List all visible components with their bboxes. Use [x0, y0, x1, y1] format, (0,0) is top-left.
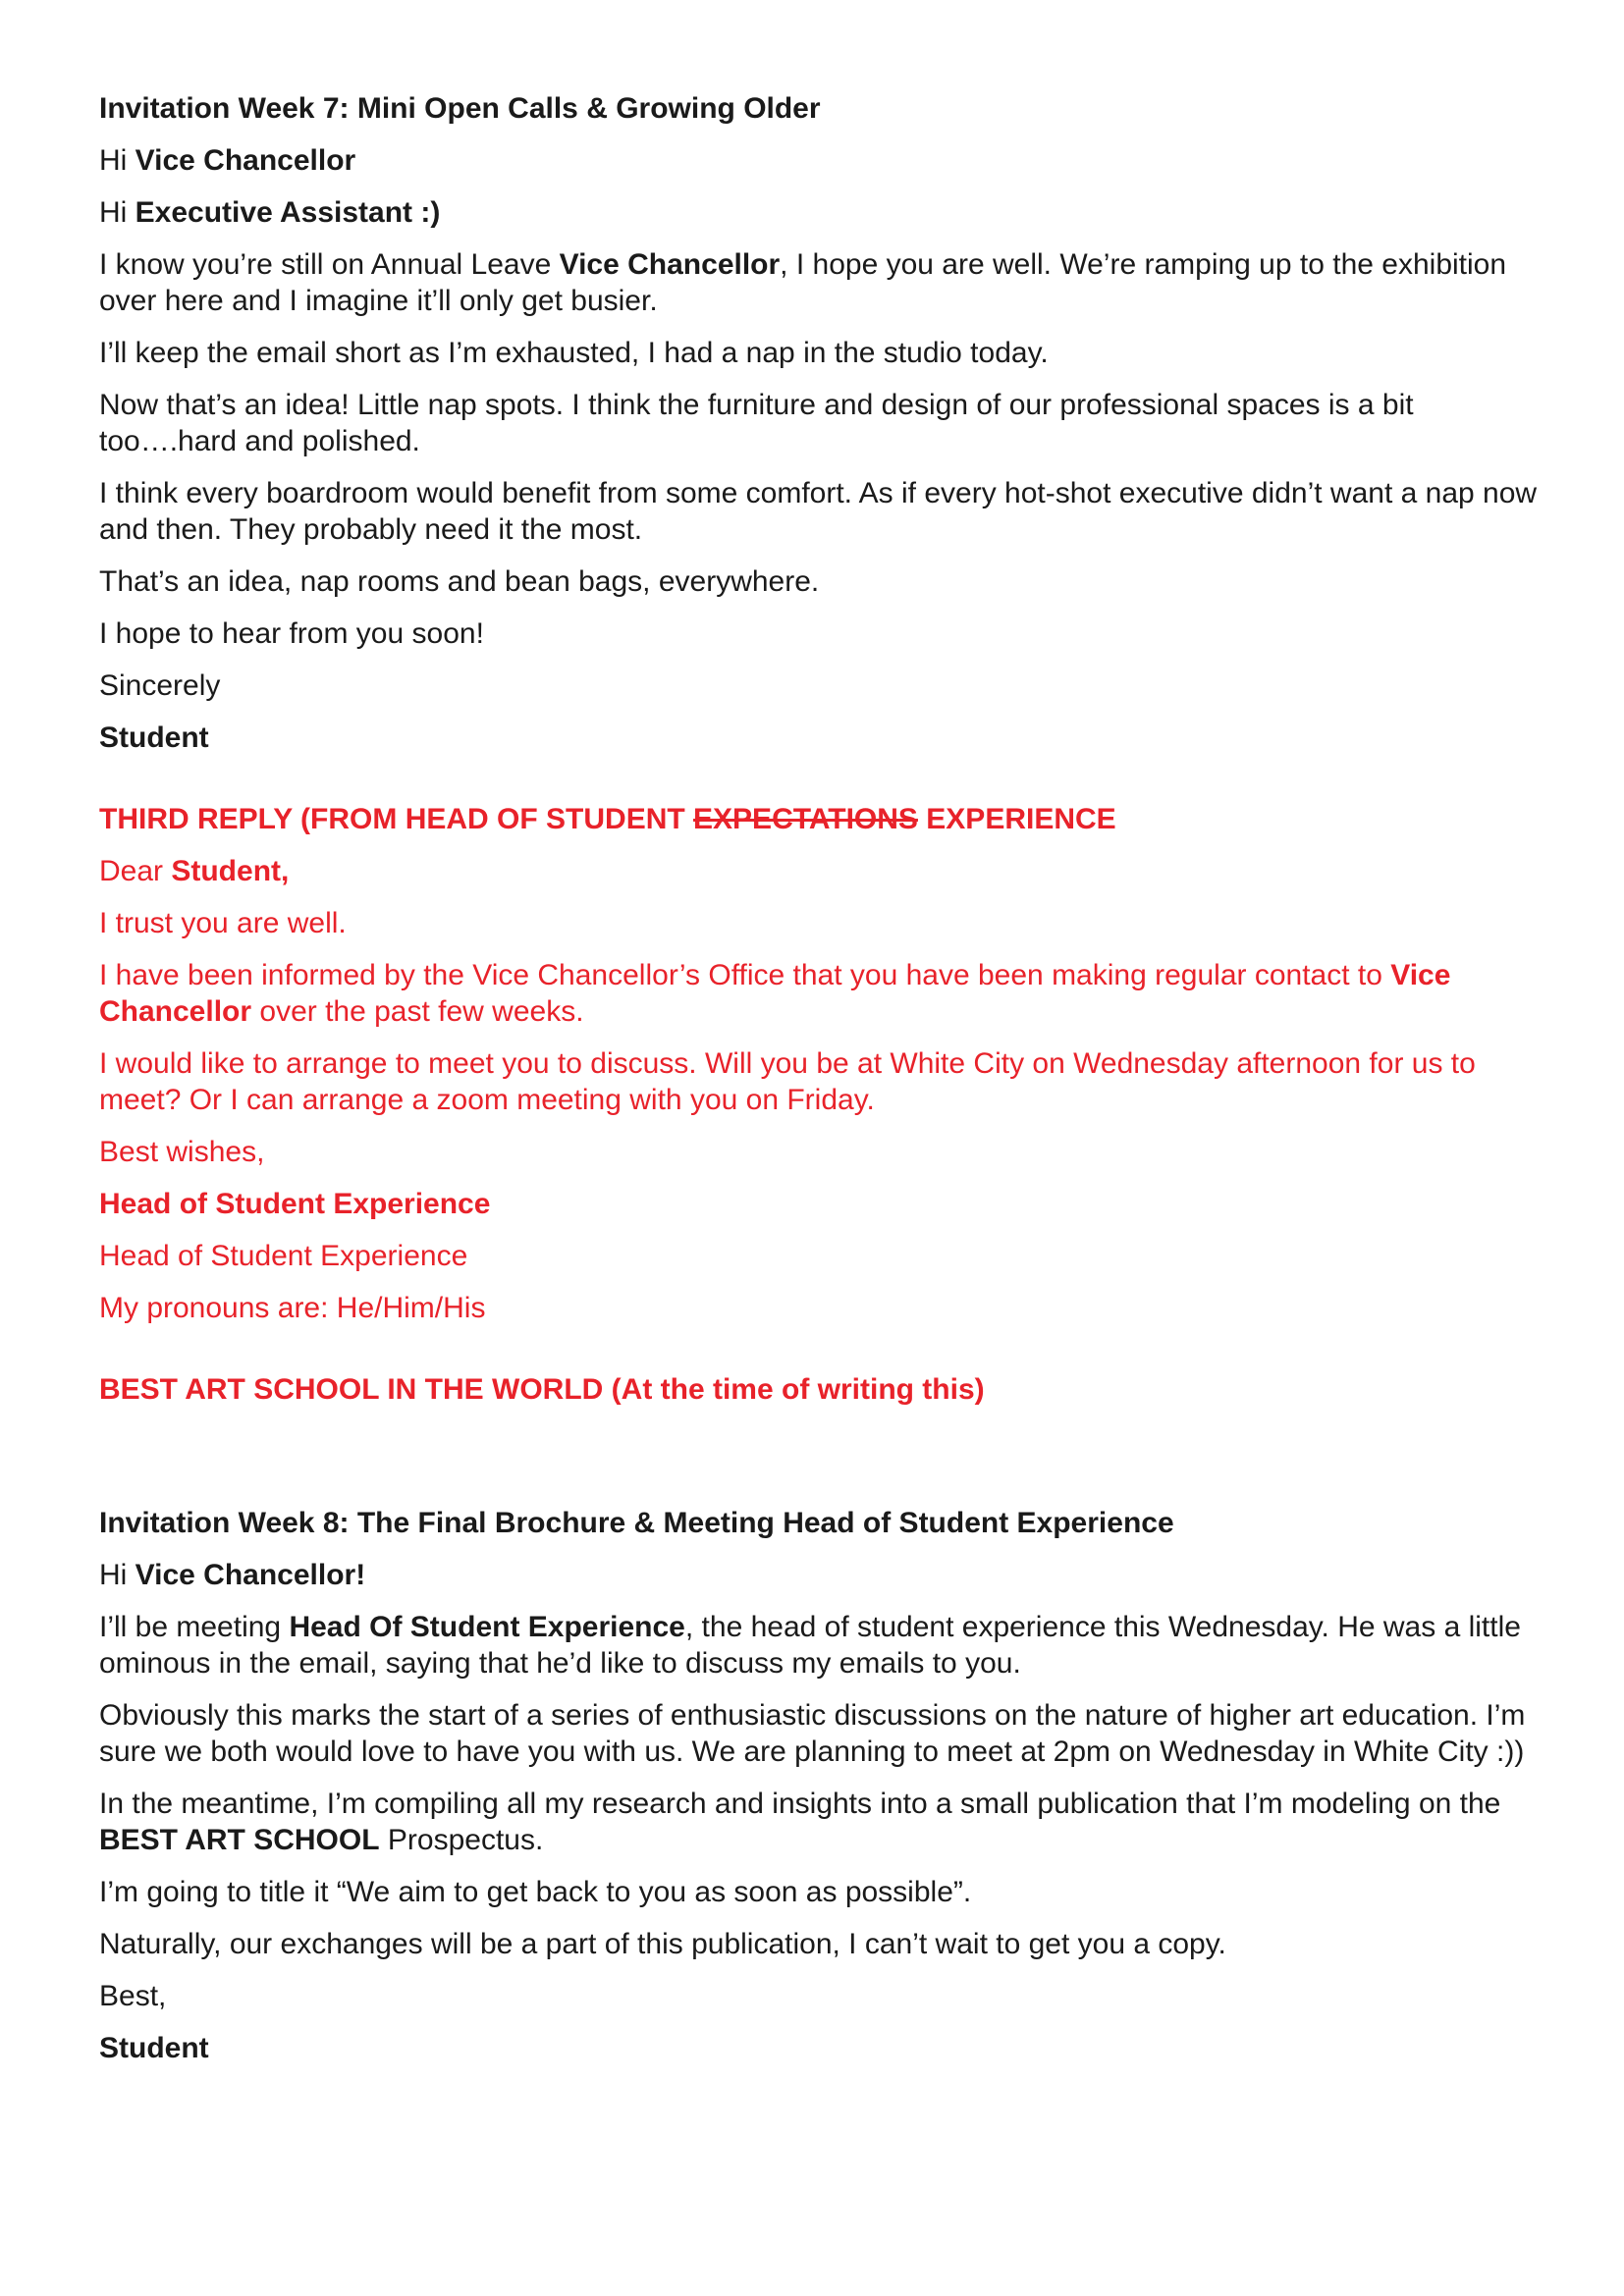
week7-paragraph-2: I’ll keep the email short as I’m exhausted, I had a nap in the studio today.: [99, 337, 1049, 369]
week7-signature: Student: [99, 721, 209, 754]
recipient-name: Vice Chancellor: [135, 144, 356, 177]
recipient-name: Executive Assistant :): [135, 196, 441, 229]
reply-signature-title: Head of Student Experience: [99, 1240, 468, 1272]
document-page: [99, 90, 1543, 2082]
week7-heading: Invitation Week 7: Mini Open Calls & Growing Older: [99, 92, 821, 125]
week7-paragraph-1: I know you’re still on Annual Leave Vice Chancellor, I hope you are well. We’re ramping up to the exhibition over here and I imagine it’ll only get busier.: [99, 248, 1507, 317]
week7-greeting-1: Hi Vice Chancellor: [99, 144, 356, 177]
reply-paragraph-2: I have been informed by the Vice Chancellor’s Office that you have been making regular contact to Vice Chancellor over the past few weeks.: [99, 959, 1451, 1028]
week8-greeting: Hi Vice Chancellor!: [99, 1559, 366, 1591]
reply-pronouns: My pronouns are: He/Him/His: [99, 1292, 486, 1324]
reply-paragraph-1: I trust you are well.: [99, 907, 347, 939]
week8-paragraph-3: In the meantime, I’m compiling all my research and insights into a small publication that I’m modeling on the BEST ART SCHOOL Prospectus.: [99, 1788, 1501, 1856]
reply-signature-name: Head of Student Experience: [99, 1188, 491, 1220]
week7-closing: Sincerely: [99, 669, 221, 702]
reply-tagline: BEST ART SCHOOL IN THE WORLD (At the time of writing this): [99, 1373, 985, 1406]
reply-paragraph-3: I would like to arrange to meet you to discuss. Will you be at White City on Wednesday afternoon for us to meet? Or I can arrange a zoom meeting with you on Friday.: [99, 1047, 1476, 1116]
week7-greeting-2: Hi Executive Assistant :): [99, 196, 441, 229]
third-reply: [99, 801, 1543, 1408]
week7-paragraph-4: I think every boardroom would benefit from some comfort. As if every hot-shot executive didn’t want a nap now and then. They probably need it the most.: [99, 477, 1538, 546]
week7-paragraph-6: I hope to hear from you soon!: [99, 617, 484, 650]
week8-closing: Best,: [99, 1980, 167, 2012]
reply-heading: THIRD REPLY (FROM HEAD OF STUDENT EXPECTATIONS EXPERIENCE: [99, 803, 1116, 835]
recipient-name: Vice Chancellor!: [135, 1559, 366, 1591]
week7-paragraph-3: Now that’s an idea! Little nap spots. I think the furniture and design of our professional spaces is a bit too….hard and polished.: [99, 389, 1414, 457]
week8-paragraph-5: Naturally, our exchanges will be a part of this publication, I can’t wait to get you a copy.: [99, 1928, 1226, 1960]
week7-paragraph-5: That’s an idea, nap rooms and bean bags, everywhere.: [99, 565, 820, 598]
week8-heading: Invitation Week 8: The Final Brochure & Meeting Head of Student Experience: [99, 1507, 1174, 1539]
week8-paragraph-1: I’ll be meeting Head Of Student Experience, the head of student experience this Wednesday. He was a little ominous in the email, saying that he’d like to discuss my emails to you.: [99, 1611, 1521, 1680]
reply-greeting: Dear Student,: [99, 855, 290, 887]
week8-paragraph-4: I’m going to title it “We aim to get back to you as soon as possible”.: [99, 1876, 972, 1908]
week8-paragraph-2: Obviously this marks the start of a series of enthusiastic discussions on the nature of higher art education. I’m sure we both would love to have you with us. We are planning to meet at 2pm on Wednesday in White City :)): [99, 1699, 1526, 1768]
week8-signature: Student: [99, 2032, 209, 2064]
struck-word: EXPECTATIONS: [693, 803, 918, 835]
reply-closing: Best wishes,: [99, 1136, 265, 1168]
